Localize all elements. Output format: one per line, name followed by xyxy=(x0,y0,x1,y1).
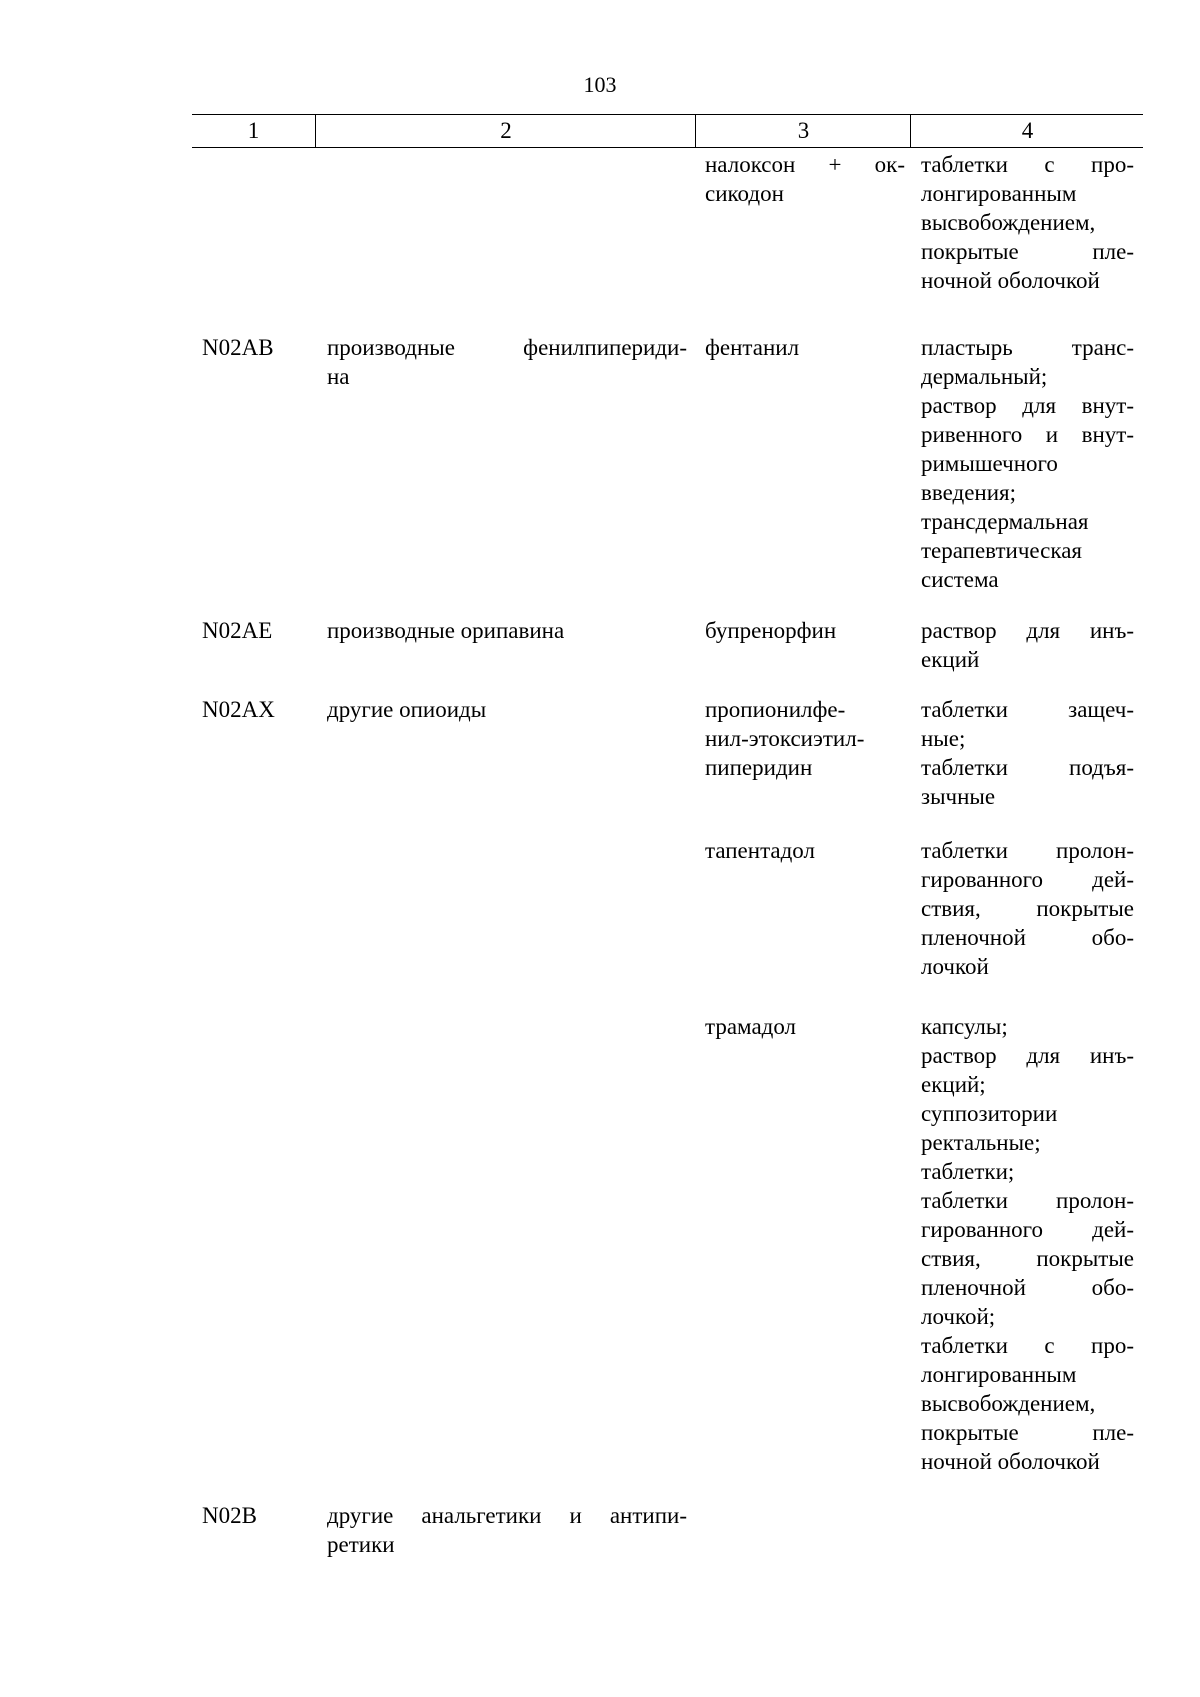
cell-line: покрытые пле- xyxy=(921,1420,1134,1445)
atc-code: N02B xyxy=(202,1503,257,1528)
cell-line: раствор для внут- xyxy=(921,393,1134,418)
cell-line: пленочной обо- xyxy=(921,1275,1134,1300)
cell-line: таблетки защеч- xyxy=(921,697,1134,722)
drug-name xyxy=(705,695,905,782)
cell-line: тапентадол xyxy=(705,838,815,863)
drug-name xyxy=(705,616,905,645)
drug-name xyxy=(705,150,905,208)
cell-line: другие опиоиды xyxy=(327,697,487,722)
cell-line: ночной оболочкой xyxy=(921,1449,1100,1474)
cell-line: на xyxy=(327,364,350,389)
dosage-forms xyxy=(921,616,1134,674)
dosage-forms xyxy=(921,150,1134,295)
cell-line: лонгированным xyxy=(921,181,1077,206)
cell-line: таблетки пролон- xyxy=(921,1188,1134,1213)
cell-line: фентанил xyxy=(705,335,800,360)
header-col-4: 4 xyxy=(910,115,1144,147)
dosage-forms xyxy=(921,836,1134,981)
cell-line: другие анальгетики и антипи- xyxy=(327,1503,687,1528)
cell-line: екций xyxy=(921,647,980,672)
header-col-2: 2 xyxy=(315,115,696,147)
cell-line: производные орипавина xyxy=(327,618,565,643)
header-col-3: 3 xyxy=(695,115,911,147)
atc-group-name xyxy=(327,333,687,391)
cell-line: бупренорфин xyxy=(705,618,837,643)
cell-line: терапевтическая xyxy=(921,538,1082,563)
cell-line: система xyxy=(921,567,999,592)
cell-line: нил-этоксиэтил- xyxy=(705,726,865,751)
cell-line: высвобождением, xyxy=(921,1391,1096,1416)
cell-line: лонгированным xyxy=(921,1362,1077,1387)
cell-line: таблетки подъя- xyxy=(921,755,1134,780)
atc-code: N02AE xyxy=(202,618,273,643)
cell-line: ривенного и внут- xyxy=(921,422,1134,447)
cell-line: трансдермальная xyxy=(921,509,1089,534)
cell-line: таблетки; xyxy=(921,1159,1015,1184)
cell-line: налоксон + ок- xyxy=(705,152,905,177)
dosage-forms xyxy=(921,1012,1134,1476)
cell-line: таблетки с про- xyxy=(921,152,1134,177)
dosage-forms xyxy=(921,695,1134,811)
cell-line: ночной оболочкой xyxy=(921,268,1100,293)
drug-name xyxy=(705,836,905,865)
atc-group-name xyxy=(327,695,687,724)
atc-group-name xyxy=(327,616,687,645)
cell-line: ствия, покрытые xyxy=(921,1246,1134,1271)
cell-line: лочкой xyxy=(921,954,989,979)
drug-name xyxy=(705,1012,905,1041)
dosage-forms xyxy=(921,333,1134,594)
cell-line: раствор для инъ- xyxy=(921,618,1134,643)
cell-line: введения; xyxy=(921,480,1016,505)
cell-line: гированного дей- xyxy=(921,1217,1134,1242)
cell-line: пиперидин xyxy=(705,755,813,780)
cell-line: капсулы; xyxy=(921,1014,1008,1039)
cell-line: гированного дей- xyxy=(921,867,1134,892)
drug-name xyxy=(705,333,905,362)
header-col-1: 1 xyxy=(247,118,260,143)
cell-line: ректальные; xyxy=(921,1130,1041,1155)
cell-line: покрытые пле- xyxy=(921,239,1134,264)
cell-line: высвобождением, xyxy=(921,210,1096,235)
cell-line: екций; xyxy=(921,1072,986,1097)
cell-line: таблетки пролон- xyxy=(921,838,1134,863)
cell-line: раствор для инъ- xyxy=(921,1043,1134,1068)
cell-line: ретики xyxy=(327,1532,395,1557)
page-number: 103 xyxy=(583,72,617,97)
cell-line: пластырь транс- xyxy=(921,335,1134,360)
cell-line: пленочной обо- xyxy=(921,925,1134,950)
cell-line: дермальный; xyxy=(921,364,1048,389)
cell-line: суппозитории xyxy=(921,1101,1058,1126)
cell-line: пропионилфе- xyxy=(705,697,846,722)
cell-line: римышечного xyxy=(921,451,1058,476)
cell-line: ствия, покрытые xyxy=(921,896,1134,921)
cell-line: производные фенилпипериди- xyxy=(327,335,687,360)
cell-line: таблетки с про- xyxy=(921,1333,1134,1358)
cell-line: ные; xyxy=(921,726,966,751)
cell-line: зычные xyxy=(921,784,996,809)
atc-code: N02AB xyxy=(202,335,274,360)
cell-line: сикодон xyxy=(705,181,784,206)
cell-line: трамадол xyxy=(705,1014,797,1039)
table-header xyxy=(192,114,1143,148)
cell-line: лочкой; xyxy=(921,1304,996,1329)
atc-code: N02AX xyxy=(202,697,275,722)
atc-group-name xyxy=(327,1501,687,1559)
